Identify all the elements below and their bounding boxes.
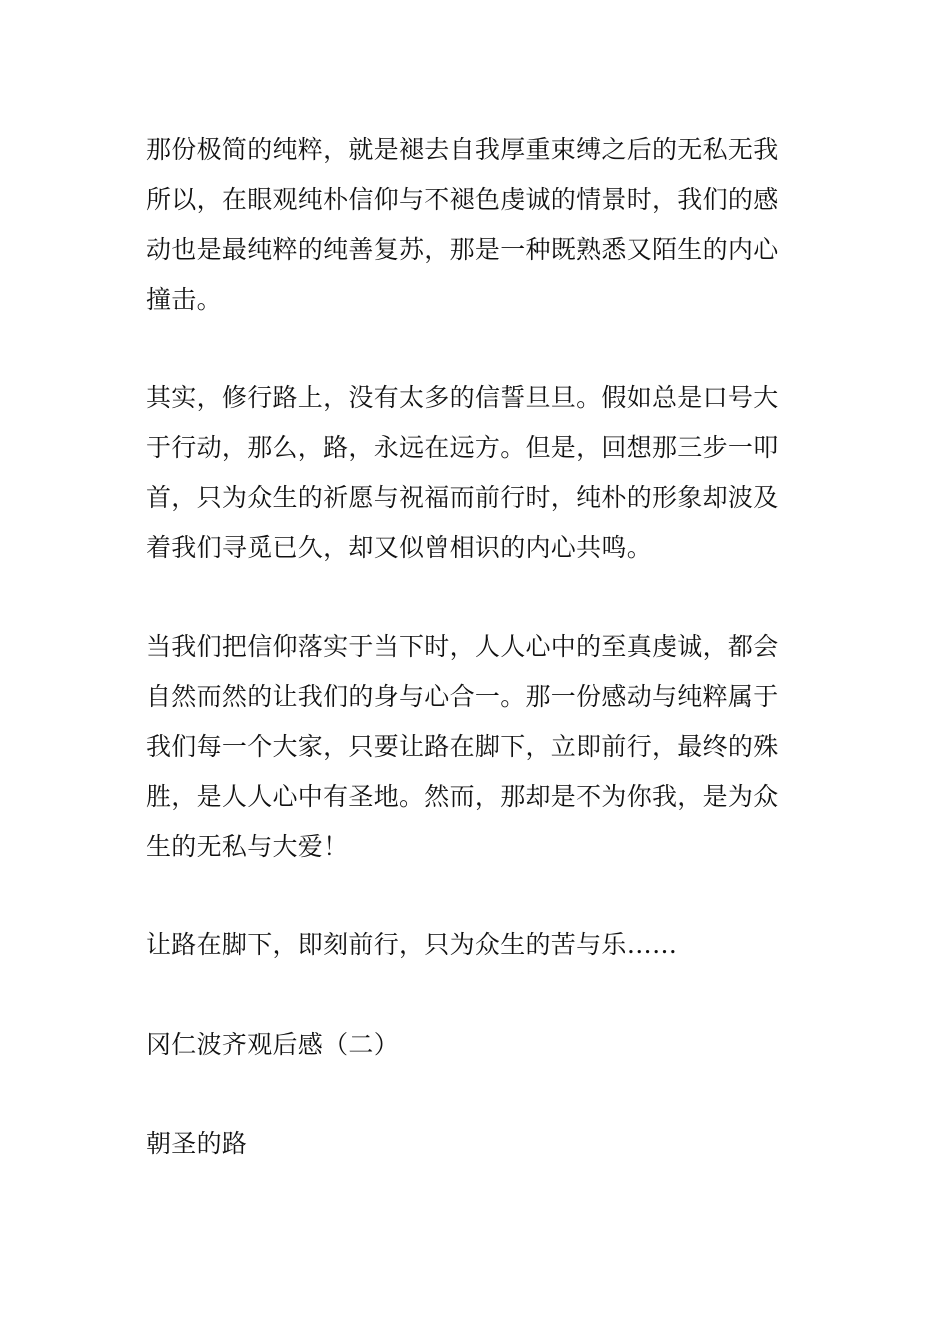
heading-line: 朝圣的路	[146, 1129, 248, 1158]
section-heading	[146, 1020, 808, 1070]
paragraph-line: 生的无私与大爱！	[146, 832, 349, 861]
heading-line: 冈仁波齐观后感（二）	[146, 1030, 400, 1059]
paragraph-line: 其实，修行路上，没有太多的信誓旦旦。假如总是口号大	[146, 383, 779, 412]
paragraph-4	[146, 920, 808, 970]
paragraph-line: 撞击。	[146, 285, 222, 314]
section-subheading	[146, 1119, 808, 1169]
paragraph-line: 首，只为众生的祈愿与祝福而前行时，纯朴的形象却波及	[146, 483, 779, 512]
paragraph-line: 胜，是人人心中有圣地。然而，那却是不为你我，是为众	[146, 782, 779, 811]
paragraph-3	[146, 622, 808, 872]
paragraph-line: 那份极简的纯粹，就是褪去自我厚重束缚之后的无私无我	[146, 135, 779, 164]
paragraph-line: 我们每一个大家，只要让路在脚下，立即前行，最终的殊	[146, 732, 779, 761]
paragraph-line: 当我们把信仰落实于当下时，人人心中的至真虔诚，都会	[146, 632, 779, 661]
paragraph-line: 让路在脚下，即刻前行，只为众生的苦与乐……	[146, 930, 678, 959]
paragraph-line: 自然而然的让我们的身与心合一。那一份感动与纯粹属于	[146, 682, 779, 711]
paragraph-line: 所以，在眼观纯朴信仰与不褪色虔诚的情景时，我们的感	[146, 185, 779, 214]
paragraph-line: 着我们寻觅已久，却又似曾相识的内心共鸣。	[146, 533, 653, 562]
paragraph-line: 动也是最纯粹的纯善复苏，那是一种既熟悉又陌生的内心	[146, 235, 779, 264]
paragraph-2	[146, 373, 808, 573]
paragraph-line: 于行动，那么，路，永远在远方。但是，回想那三步一叩	[146, 433, 779, 462]
paragraph-1	[146, 125, 808, 325]
